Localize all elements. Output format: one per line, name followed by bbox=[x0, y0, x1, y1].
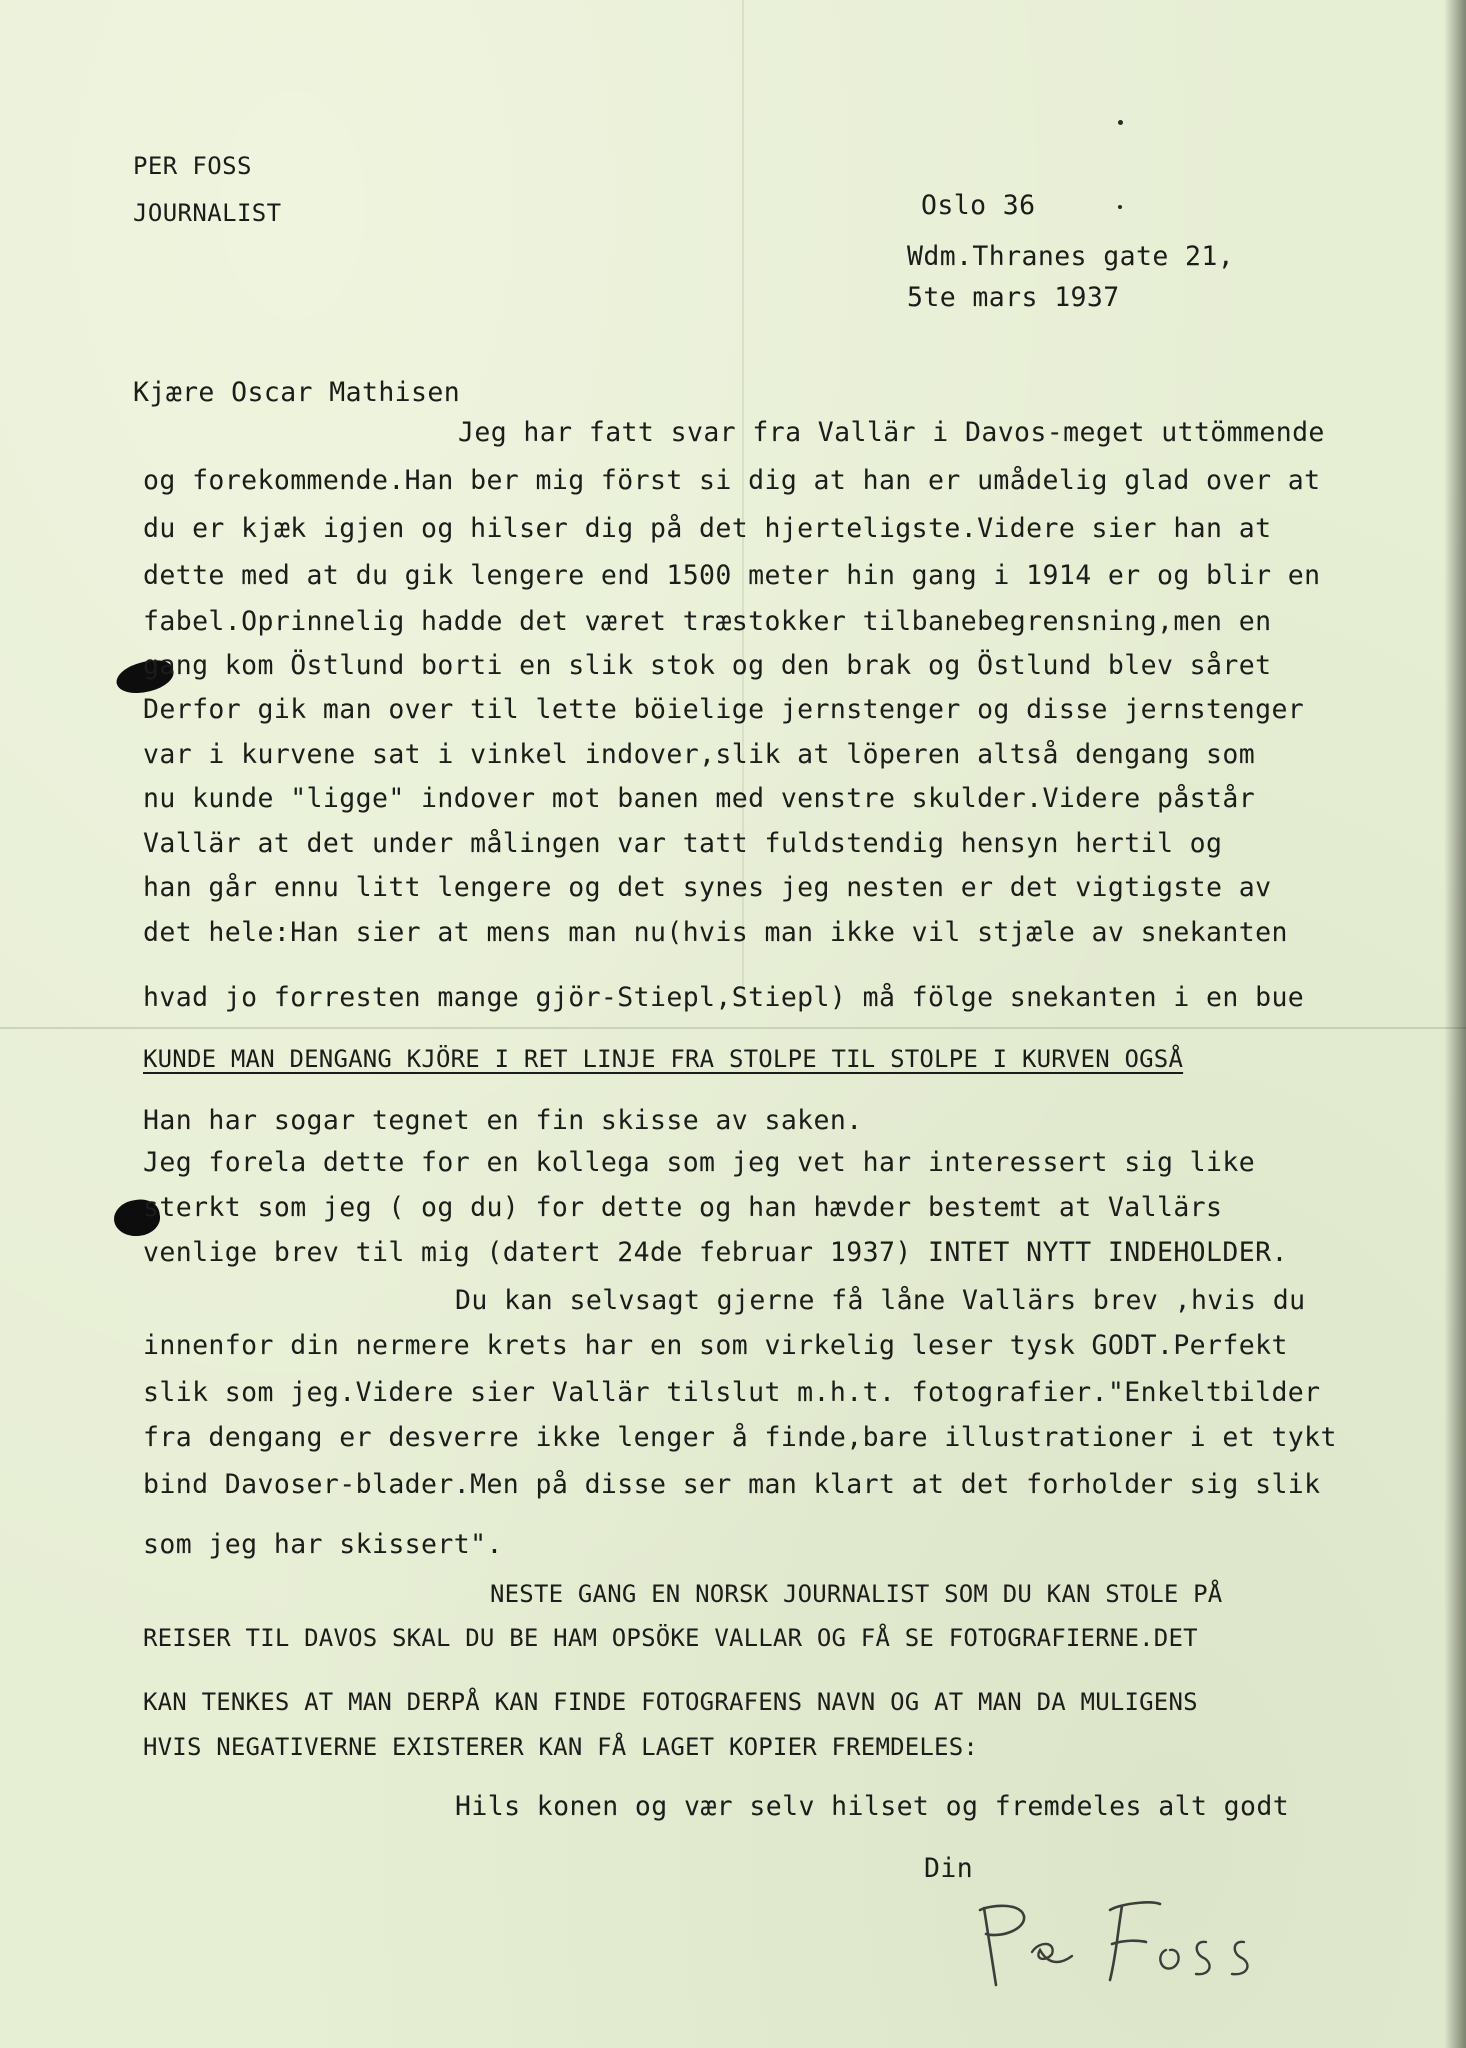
body-line: Han har sogar tegnet en fin skisse av saken. bbox=[143, 1105, 863, 1136]
caps-line: KAN TENKES AT MAN DERPÅ KAN FINDE FOTOGRAFENS NAVN OG AT MAN DA MULIGENS bbox=[143, 1688, 1198, 1716]
body-line: slik som jeg.Videre sier Vallär tilslut m.h.t. fotografier."Enkeltbilder bbox=[143, 1377, 1321, 1408]
body-line: dette med at du gik lengere end 1500 meter hin gang i 1914 er og blir en bbox=[143, 560, 1321, 591]
page-edge-shadow bbox=[1444, 0, 1466, 2048]
body-line: og forekommende.Han ber mig först si dig at han er umådelig glad over at bbox=[143, 465, 1321, 496]
paper-speck bbox=[1118, 120, 1123, 125]
paper-speck bbox=[1118, 205, 1122, 209]
body-line: fra dengang er desverre ikke lenger å finde,bare illustrationer i et tykt bbox=[143, 1422, 1337, 1453]
letterhead-title: JOURNALIST bbox=[133, 199, 282, 227]
body-line: det hele:Han sier at mens man nu(hvis man ikke vil stjæle av snekanten bbox=[143, 917, 1288, 948]
body-line: sterkt som jeg ( og du) for dette og han hævder bestemt at Vallärs bbox=[143, 1192, 1223, 1223]
body-line: Jeg forela dette for en kollega som jeg vet har interessert sig like bbox=[143, 1147, 1256, 1178]
letterhead-name: PER FOSS bbox=[133, 152, 252, 180]
caps-line: HVIS NEGATIVERNE EXISTERER KAN FÅ LAGET KOPIER FREMDELES: bbox=[143, 1733, 979, 1761]
body-line: Vallär at det under målingen var tatt fuldstendig hensyn hertil og bbox=[143, 828, 1223, 859]
body-line: som jeg har skissert". bbox=[143, 1529, 503, 1560]
caps-line: REISER TIL DAVOS SKAL DU BE HAM OPSÖKE VALLAR OG FÅ SE FOTOGRAFIERNE.DET bbox=[143, 1624, 1198, 1652]
letter-date: 5te mars 1937 bbox=[907, 282, 1120, 313]
body-line: gang kom Östlund borti en slik stok og den brak og Östlund blev såret bbox=[143, 650, 1272, 681]
caps-line: NESTE GANG EN NORSK JOURNALIST SOM DU KAN STOLE PÅ bbox=[490, 1580, 1223, 1608]
closing-sign-off: Din bbox=[924, 1853, 974, 1884]
body-line: Derfor gik man over til lette böielige jernstenger og disse jernstenger bbox=[143, 694, 1305, 725]
body-line: venlige brev til mig (datert 24de februar 1937) INTET NYTT INDEHOLDER. bbox=[143, 1237, 1288, 1268]
emphasis-line: KUNDE MAN DENGANG KJÖRE I RET LINJE FRA STOLPE TIL STOLPE I KURVEN OGSÅ bbox=[143, 1045, 1184, 1073]
body-line: fabel.Oprinnelig hadde det været træstokker tilbanebegrensning,men en bbox=[143, 606, 1272, 637]
address-city: Oslo 36 bbox=[921, 190, 1036, 221]
body-line: Du kan selvsagt gjerne få låne Vallärs brev ,hvis du bbox=[455, 1285, 1306, 1316]
signature-drawing bbox=[960, 1880, 1320, 2000]
fold-line-horizontal bbox=[0, 1027, 1466, 1029]
body-line: du er kjæk igjen og hilser dig på det hjerteligste.Videre sier han at bbox=[143, 513, 1272, 544]
body-line: hvad jo forresten mange gjör-Stiepl,Stiepl) må fölge snekanten i en bue bbox=[143, 982, 1305, 1013]
body-line: innenfor din nermere krets har en som virkelig leser tysk GODT.Perfekt bbox=[143, 1330, 1288, 1361]
body-line: var i kurvene sat i vinkel indover,slik at löperen altså dengang som bbox=[143, 739, 1256, 770]
body-line: han går ennu litt lengere og det synes jeg nesten er det vigtigste av bbox=[143, 872, 1272, 903]
body-line: Jeg har fatt svar fra Vallär i Davos-meget uttömmende bbox=[458, 417, 1325, 448]
closing-greeting: Hils konen og vær selv hilset og fremdeles alt godt bbox=[455, 1791, 1290, 1822]
body-line: nu kunde "ligge" indover mot banen med venstre skulder.Videre påstår bbox=[143, 783, 1256, 814]
body-line: bind Davoser-blader.Men på disse ser man klart at det forholder sig slik bbox=[143, 1469, 1321, 1500]
address-street: Wdm.Thranes gate 21, bbox=[907, 241, 1235, 272]
salutation: Kjære Oscar Mathisen bbox=[133, 377, 461, 408]
